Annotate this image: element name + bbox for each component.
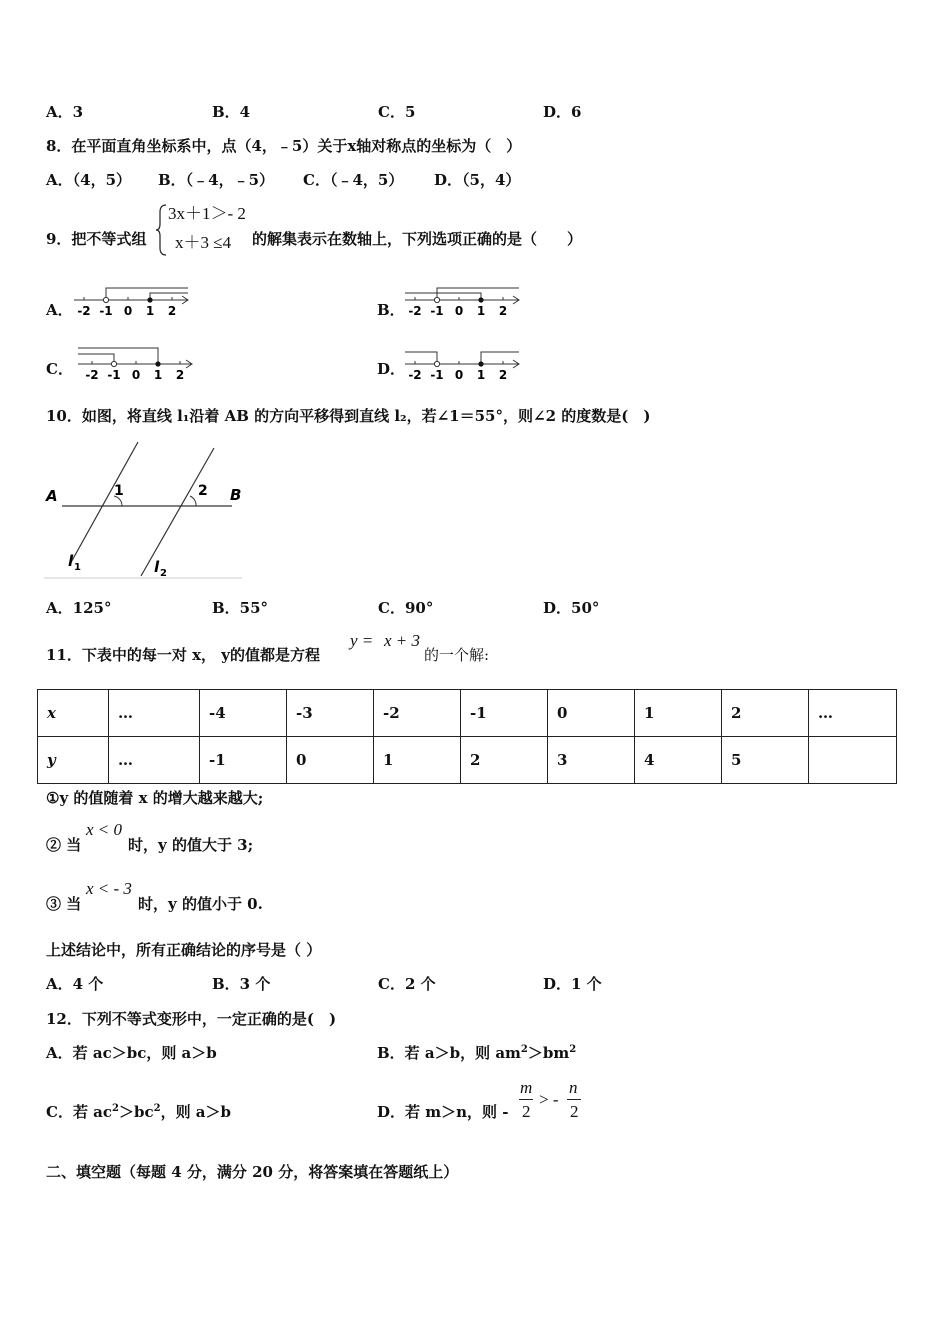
fraction-bar <box>519 1099 533 1100</box>
q8-option-c: C．（﹣4，5） <box>303 171 404 189</box>
table-cell: 0 <box>287 737 374 784</box>
angle-1-label: 1 <box>114 483 124 499</box>
q10-option-c: C．90° <box>378 599 434 617</box>
tick-label: -2 <box>85 368 99 382</box>
tick-label: -2 <box>77 304 91 318</box>
table-cell: 4 <box>635 737 722 784</box>
tick-label: 1 <box>476 368 486 382</box>
tick-label: 1 <box>476 304 486 318</box>
q7-option-d: D．6 <box>543 103 582 121</box>
table-cell: -4 <box>200 690 287 737</box>
table-cell: … <box>109 690 200 737</box>
number-line-c <box>76 344 196 382</box>
table-row-y <box>38 737 897 784</box>
table-cell: -2 <box>374 690 461 737</box>
q9-ineq2: x＋3 ≤4 <box>175 233 232 252</box>
q11-statement-2-pre: ② 当 <box>46 836 82 854</box>
table-cell: -3 <box>287 690 374 737</box>
table-row-x <box>38 690 897 737</box>
point-a-label: A <box>46 487 58 505</box>
table-cell: -1 <box>461 690 548 737</box>
q9-option-a-label: A． <box>46 301 73 319</box>
fraction-gt-sign: > - <box>539 1090 559 1109</box>
q9-option-c-label: C． <box>46 360 73 378</box>
q10-parallel-lines-figure <box>44 436 249 582</box>
q8-option-b: B．（﹣4，﹣5） <box>158 171 275 189</box>
table-cell: 2 <box>722 690 809 737</box>
q11-option-c: C．2 个 <box>378 975 436 993</box>
tick-label: 0 <box>123 304 133 318</box>
q11-values-table <box>37 689 897 784</box>
tick-label: 2 <box>167 304 177 318</box>
tick-label: -1 <box>430 368 444 382</box>
q11-stem-pre: 11．下表中的每一对 x， y的值都是方程 <box>46 646 320 664</box>
q12-option-d-pre: D．若 m＞n，则 - <box>377 1103 509 1121</box>
table-cell: 0 <box>548 690 635 737</box>
tick-label: -1 <box>430 304 444 318</box>
tick-label: -2 <box>408 368 422 382</box>
fraction-m-numerator: m <box>520 1078 533 1097</box>
table-cell: … <box>809 690 897 737</box>
table-cell: … <box>109 737 200 784</box>
number-line-a <box>72 284 192 320</box>
tick-label: -2 <box>408 304 422 318</box>
q9-option-d-label: D． <box>377 360 406 378</box>
q9-option-b-label: B． <box>377 301 405 319</box>
table-cell: 1 <box>374 737 461 784</box>
fraction-bar <box>567 1099 581 1100</box>
q11-statement-1: ①y 的值随着 x 的增大越来越大; <box>46 789 264 807</box>
q11-statement-2-condition: x < 0 <box>86 820 123 839</box>
line-l1-label: l <box>68 552 74 570</box>
q11-option-a: A．4 个 <box>46 975 104 993</box>
q10-option-a: A．125° <box>46 599 112 617</box>
q9-ineq1: 3x＋1＞- 2 <box>168 204 246 223</box>
tick-label: 0 <box>454 368 464 382</box>
tick-label: 1 <box>153 368 163 382</box>
q8-stem: 8．在平面直角坐标系中，点（4，﹣5）关于x轴对称点的坐标为（ ） <box>46 137 522 155</box>
q12-option-c: C．若 $ac^2>bc^2$，则 a＞b <box>46 1103 232 1121</box>
q10-stem: 10．如图，将直线 l₁沿着 AB 的方向平移得到直线 l₂，若∠1＝55°，则∠2 的度数是( ) <box>46 407 651 425</box>
q9-stem-pre: 9．把不等式组 <box>46 230 147 248</box>
angle-2-label: 2 <box>198 483 208 499</box>
fraction-n-numerator: n <box>569 1078 578 1097</box>
tick-label: 0 <box>131 368 141 382</box>
q7-option-c: C．5 <box>378 103 416 121</box>
fraction-m-denominator: 2 <box>522 1102 531 1121</box>
q11-option-b: B．3 个 <box>212 975 271 993</box>
q12-stem: 12．下列不等式变形中，一定正确的是( ) <box>46 1010 337 1028</box>
table-cell: x <box>38 690 109 737</box>
q11-statement-3-condition: x < - 3 <box>86 879 132 898</box>
table-cell: 1 <box>635 690 722 737</box>
table-cell: 3 <box>548 737 635 784</box>
q12-option-b: B．若 a＞b，则 $am^2>bm^2$ <box>377 1044 577 1062</box>
tick-label: -1 <box>99 304 113 318</box>
q7-option-a: A．3 <box>46 103 84 121</box>
table-cell: 5 <box>722 737 809 784</box>
q11-question: 上述结论中，所有正确结论的序号是（ ） <box>46 941 322 959</box>
section-2-title: 二、填空题（每题 4 分，满分 20 分，将答案填在答题纸上） <box>46 1163 459 1181</box>
tick-label: 2 <box>175 368 185 382</box>
q7-option-b: B．4 <box>212 103 251 121</box>
table-cell: 2 <box>461 737 548 784</box>
q11-statement-2-post: 时，y 的值大于 3; <box>128 836 254 854</box>
q11-statement-3-pre: ③ 当 <box>46 895 82 913</box>
line-l2-label: l <box>154 558 160 576</box>
q11-equation-y: y = <box>350 631 374 650</box>
tick-label: 0 <box>454 304 464 318</box>
q11-stem-post: 的一个解: <box>424 646 490 664</box>
q10-option-d: D．50° <box>543 599 600 617</box>
fraction-n-denominator: 2 <box>570 1102 579 1121</box>
q11-statement-3-post: 时，y 的值小于 0. <box>138 895 263 913</box>
line-l2-subscript: 2 <box>160 568 167 579</box>
q12-option-a: A．若 ac＞bc，则 a＞b <box>46 1044 217 1062</box>
brace-icon <box>154 203 168 257</box>
tick-label: 2 <box>498 368 508 382</box>
q8-option-d: D．（5，4） <box>434 171 521 189</box>
q10-option-b: B．55° <box>212 599 269 617</box>
q8-option-a: A．（4，5） <box>46 171 132 189</box>
q11-option-d: D．1 个 <box>543 975 602 993</box>
line-l1-subscript: 1 <box>74 562 81 573</box>
point-b-label: B <box>230 486 242 504</box>
table-cell: -1 <box>200 737 287 784</box>
tick-label: 2 <box>498 304 508 318</box>
table-cell: y <box>38 737 109 784</box>
tick-label: 1 <box>145 304 155 318</box>
number-line-b <box>403 284 523 320</box>
table-cell <box>809 737 897 784</box>
q11-equation-rest: x + 3 <box>384 631 421 650</box>
tick-label: -1 <box>107 368 121 382</box>
q9-stem-post: 的解集表示在数轴上，下列选项正确的是（ ） <box>252 230 583 248</box>
number-line-d <box>403 346 523 382</box>
